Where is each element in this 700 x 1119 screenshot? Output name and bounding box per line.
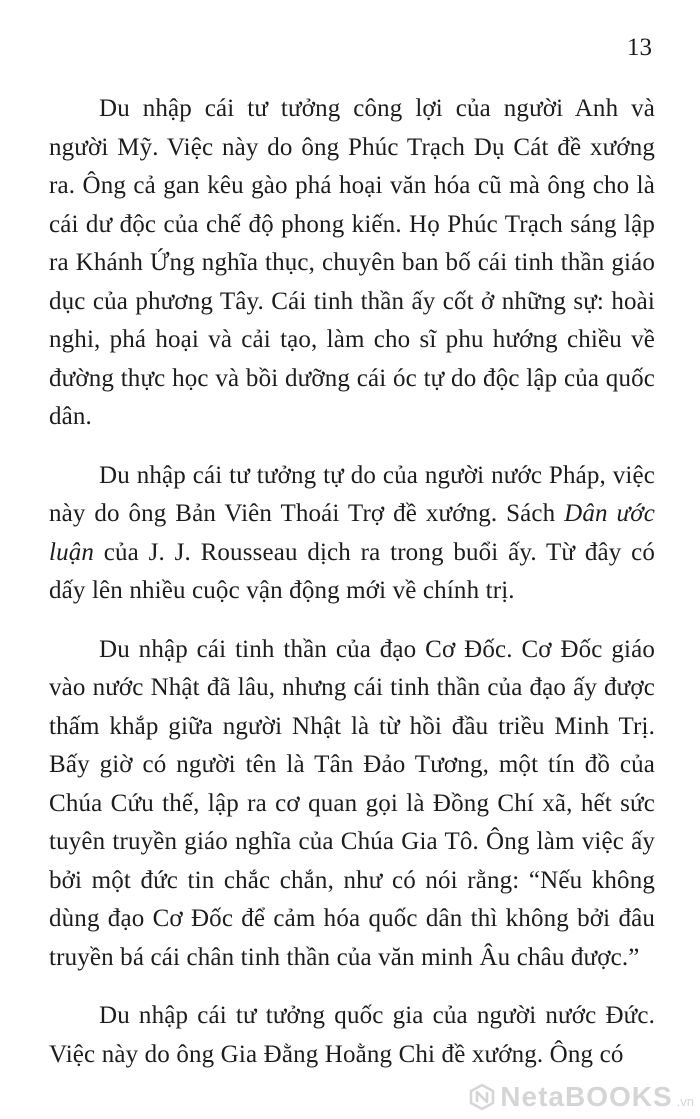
watermark-suffix: .vn xyxy=(676,1094,694,1109)
paragraph-text-after-title: của J. J. Rousseau dịch ra trong buổi ấy. Từ đây có dấy lên nhiều cuộc vận động mới về chính trị. xyxy=(49,538,655,604)
paragraph-text-before-title: Du nhập cái tư tưởng tự do của người nước Pháp, việc này do ông Bản Viên Thoái Trợ đề xướng. Sách xyxy=(49,461,655,527)
watermark xyxy=(468,1081,694,1113)
page-number: 13 xyxy=(627,34,652,61)
paragraph-christian-spirit: Du nhập cái tinh thần của đạo Cơ Đốc. Cơ Đốc giáo vào nước Nhật đã lâu, nhưng cái tinh thần của đạo ấy được thấm khắp giữa người Nhật là từ hồi đầu triều Minh Trị. Bấy giờ có người tên là Tân Đảo Tương, một tín đồ của Chúa Cứu thế, lập ra cơ quan gọi là Đồng Chí xã, hết sức tuyên truyền giáo nghĩa của Chúa Gia Tô. Ông làm việc ấy bởi một đức tin chắc chắn, như có nói rằng: “Nếu không dùng đạo Cơ Đốc để cảm hóa quốc dân thì không bởi đâu truyền bá cái chân tinh thần của văn minh Âu châu được.” xyxy=(49,635,655,971)
paragraph-french-liberty-thought xyxy=(49,457,655,611)
paragraph-british-american-thought: Du nhập cái tư tưởng công lợi của người Anh và người Mỹ. Việc này do ông Phúc Trạch Dụ Cát đề xướng ra. Ông cả gan kêu gào phá hoại văn hóa cũ mà ông cho là cái dư độc của chế độ phong kiến. Họ Phúc Trạch sáng lập ra Khánh Ứng nghĩa thục, chuyên ban bố cái tinh thần giáo dục của phương Tây. Cái tinh thần ấy cốt ở những sự: hoài nghi, phá hoại và cải tạo, làm cho sĩ phu hướng chiều về đường thực học và bồi dưỡng cái óc tự do độc lập của quốc dân. xyxy=(49,95,655,430)
watermark-text: NetaBOOKS xyxy=(500,1081,673,1112)
book-title-italic: Dân ước luận xyxy=(49,500,655,566)
netabooks-logo-icon xyxy=(468,1083,496,1111)
body-text xyxy=(49,90,655,1074)
paragraph-german-nationalism: Du nhập cái tư tưởng quốc gia của người nước Đức. Việc này do ông Gia Đằng Hoằng Chi đề xướng. Ông có xyxy=(49,1002,655,1068)
